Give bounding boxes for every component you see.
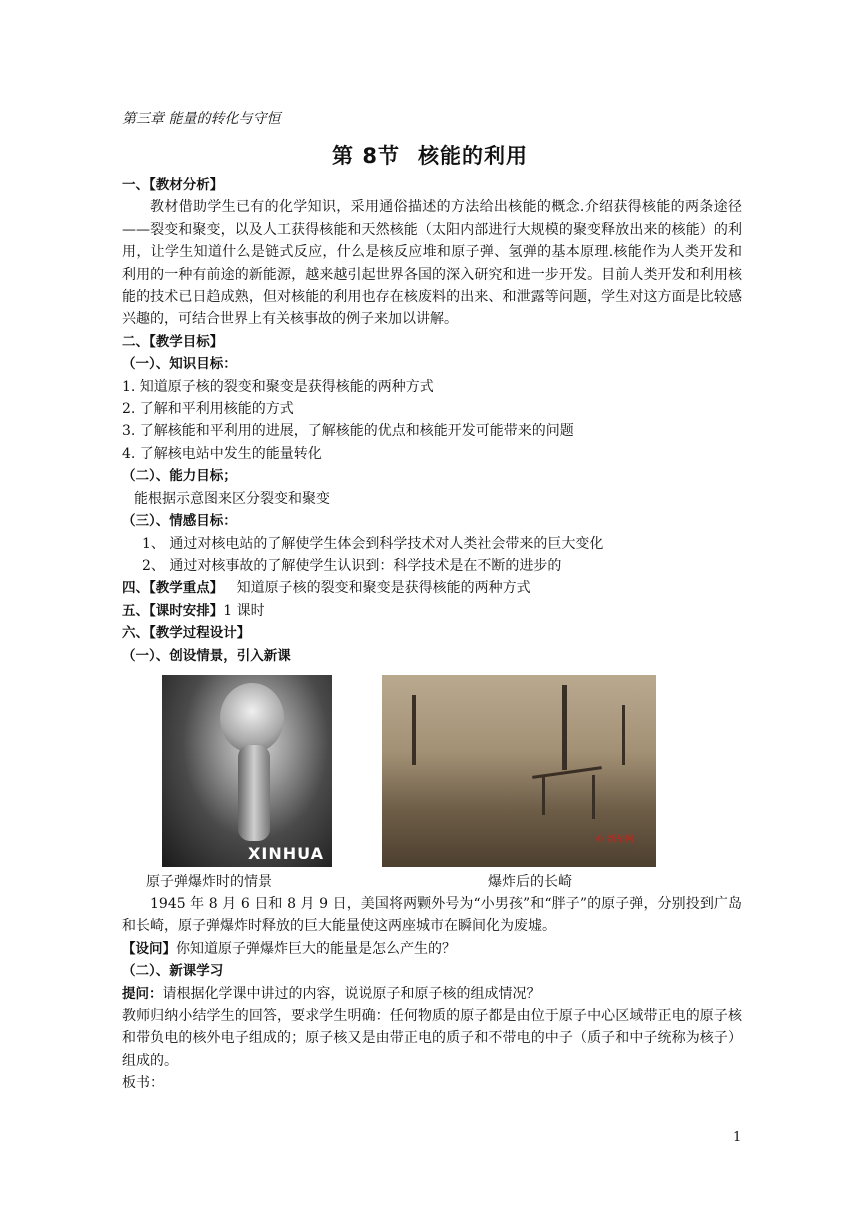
analysis-paragraph: 教材借助学生已有的化学知识，采用通俗描述的方法给出核能的概念.介绍获得核能的两条途径——裂变和聚变，以及人工获得核能和天然核能（太阳内部进行大规模的聚变释放出来的核能）的利用，让学生知道什么是链式反应，什么是核反应堆和原子弹、氢弹的基本原理.核能作为人类开发和利用的一种有前途的新能源，越来越引起世界各国的深入研究和进一步开发。目前人类开发和利用核能的技术已日趋成熟，但对核能的利用也存在核废料的出来、和泄露等问题，学生对这方面是比较感兴趣的，可结合世界上有关核事故的例子来加以讲解。	[122, 199, 742, 328]
caption-nagasaki: 爆炸后的长崎	[488, 873, 572, 890]
section-number: 第 8节	[332, 144, 400, 168]
key-point-line	[122, 577, 742, 599]
caption-explosion: 原子弹爆炸时的情景	[146, 873, 272, 890]
heading-analysis: 一、【教材分析】	[122, 177, 224, 193]
key-point-text: 知道原子核的裂变和聚变是获得核能的两种方式	[236, 580, 531, 597]
chapter-header: 第三章 能量的转化与守恒	[122, 111, 281, 127]
heading-emotion: （三）、情感目标：	[122, 513, 237, 530]
mushroom-cloud-photo	[162, 675, 332, 867]
history-paragraph: 1945 年 8 月 6 日和 8 月 9 日，美国将两颗外号为“小男孩”和“胖子”的原子弹，分别投到广岛和长崎，原子弹爆炸时释放的巨大能量使这两座城市在瞬间化为废墟。	[122, 895, 742, 935]
heading-ability: （二）、能力目标；	[122, 468, 237, 485]
knowledge-item: 2. 了解和平利用核能的方式	[122, 401, 294, 418]
photo-watermark: XINHUA	[248, 843, 324, 863]
heading-schedule: 五、【课时安排】	[122, 602, 224, 619]
heading-scenario: （一）、创设情景，引入新课	[122, 647, 291, 664]
photo-watermark: © 新华网	[595, 834, 634, 845]
heading-process: 六、【教学过程设计】	[122, 625, 251, 642]
schedule-line	[122, 600, 742, 622]
board-label: 板书：	[122, 1075, 164, 1092]
ask-label: 提问：	[122, 985, 163, 1002]
document-body	[122, 174, 742, 1095]
section-name: 核能的利用	[417, 144, 528, 168]
emotion-item: 1、 通过对核电站的了解使学生体会到科学技术对人类社会带来的巨大变化	[142, 535, 604, 552]
knowledge-item: 4. 了解核电站中发生的能量转化	[122, 445, 322, 462]
question-line	[122, 938, 742, 960]
section-title	[0, 140, 860, 170]
heading-knowledge: （一）、知识目标：	[122, 356, 237, 373]
nagasaki-ruins-photo	[382, 675, 656, 867]
ability-item: 能根据示意图来区分裂变和聚变	[134, 490, 330, 507]
summary-paragraph: 教师归纳小结学生的回答，要求学生明确：任何物质的原子都是由位于原子中心区域带正电的原子核和带负电的核外电子组成的；原子核又是由带正电的质子和不带电的中子（质子和中子统称为核子）组成的。	[122, 1007, 742, 1069]
figure-row	[122, 675, 742, 871]
page-number: 1	[733, 1130, 742, 1145]
question-label: 【设问】	[122, 940, 176, 957]
question-text: 你知道原子弹爆炸巨大的能量是怎么产生的？	[176, 940, 456, 957]
heading-key-point: 四、【教学重点】	[122, 580, 224, 597]
heading-objectives: 二、【教学目标】	[122, 333, 224, 350]
emotion-item: 2、 通过对核事故的了解使学生认识到：科学技术是在不断的进步的	[142, 557, 562, 574]
ask-text: 请根据化学课中讲过的内容，说说原子和原子核的组成情况？	[162, 985, 541, 1002]
schedule-text: 1 课时	[223, 602, 265, 619]
knowledge-item: 1. 知道原子核的裂变和聚变是获得核能的两种方式	[122, 378, 434, 395]
caption-row	[122, 871, 742, 893]
heading-new-lesson: （二）、新课学习	[122, 963, 224, 980]
knowledge-item: 3. 了解核能和平利用的进展，了解核能的优点和核能开发可能带来的问题	[122, 423, 574, 440]
ask-line	[122, 983, 742, 1005]
